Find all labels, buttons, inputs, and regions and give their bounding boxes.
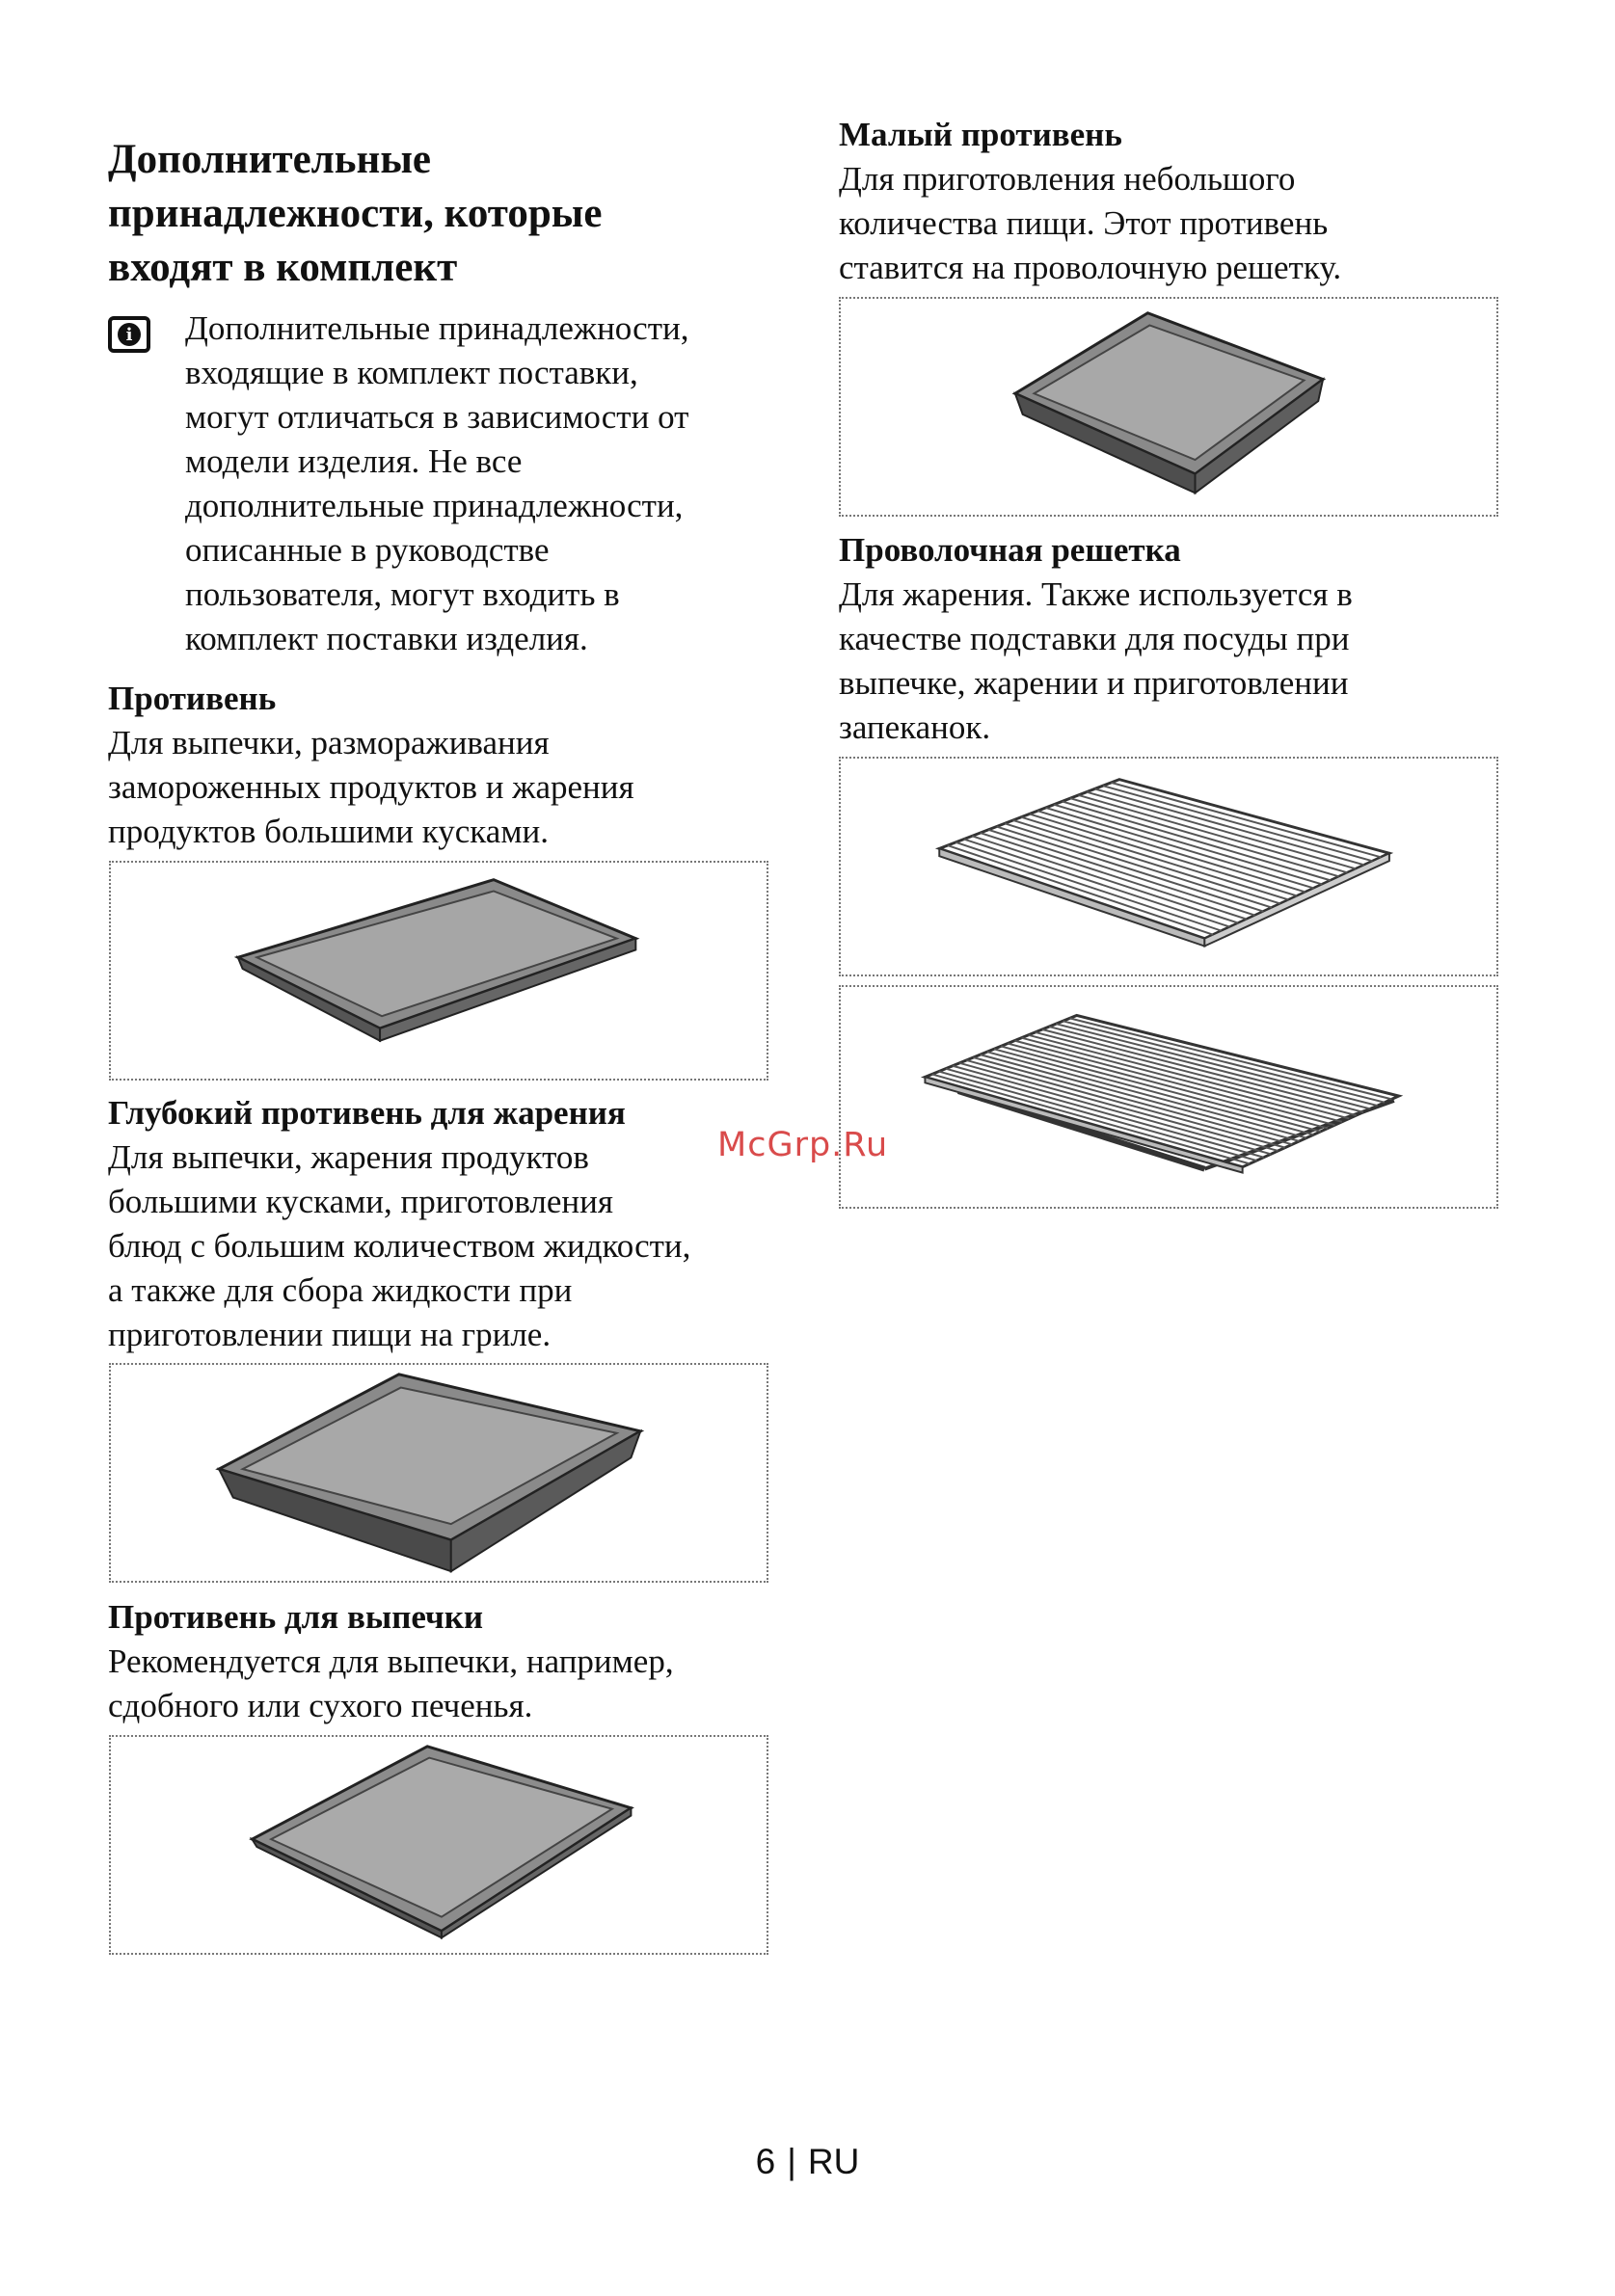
section-text: Рекомендуется для выпечки, например, сдобного или сухого печенья.	[108, 1642, 674, 1724]
section-heading: Малый противень	[839, 116, 1122, 153]
page-number: 6	[755, 2142, 776, 2181]
section-text: Для выпечки, размораживания замороженных продуктов и жарения продуктов большими кусками.	[108, 724, 634, 850]
tray-illustration	[109, 861, 768, 1081]
watermark: McGrp.Ru	[717, 1126, 889, 1164]
wire-rack-side-illustration	[839, 985, 1498, 1209]
section-heading: Противень для выпечки	[108, 1598, 484, 1636]
deep-tray-illustration	[109, 1363, 768, 1583]
section-wire-rack	[839, 528, 1514, 750]
section-small-tray	[839, 113, 1514, 290]
section-heading: Проволочная решетка	[839, 531, 1181, 569]
section-tray	[108, 677, 783, 854]
info-note-text: Дополнительные принадлежности, входящие в комплект поставки, могут отличаться в зависимости от модели изделия. Не все дополнительные принадлежности, описанные в руководстве пользователя, могут входить в комплект поставки изделия.	[185, 309, 689, 657]
page-title: Дополнительные принадлежности, которые входят в комплект	[108, 137, 603, 290]
section-text: Для приготовления небольшого количества пищи. Этот противень ставится на проволочную решетку.	[839, 160, 1342, 286]
section-text: Для выпечки, жарения продуктов большими кусками, приготовления блюд с большим количеством жидкости, а также для сбора жидкости при приготовлении пищи на гриле.	[108, 1138, 691, 1353]
section-deep-tray	[108, 1091, 802, 1357]
section-baking-tray	[108, 1595, 802, 1728]
footer-separator: |	[787, 2142, 796, 2181]
language-code: RU	[807, 2142, 860, 2181]
page-footer	[0, 2142, 1615, 2182]
section-heading: Глубокий противень для жарения	[108, 1094, 626, 1132]
info-icon: i	[108, 316, 150, 353]
small-tray-illustration	[839, 297, 1498, 517]
section-heading: Противень	[108, 680, 277, 717]
baking-tray-illustration	[109, 1735, 768, 1955]
section-text: Для жарения. Также используется в качестве подставки для посуды при выпечке, жарении и приготовлении запеканок.	[839, 575, 1353, 746]
wire-rack-illustration	[839, 757, 1498, 976]
